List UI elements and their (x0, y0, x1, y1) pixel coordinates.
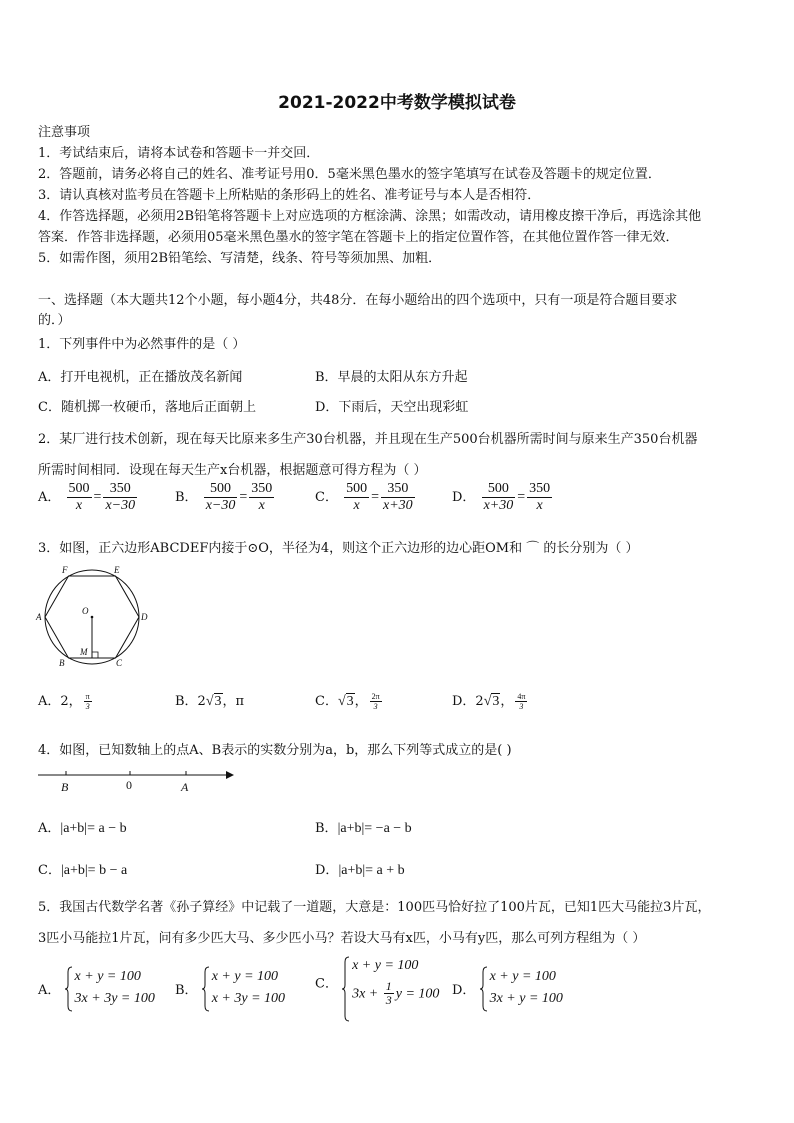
label-zero: 0 (126, 778, 132, 792)
fraction: $\frac{500}{x}$ (346, 481, 368, 514)
q2-option-b: B． $\frac{500}{x-30}$ = $\frac{350}{x}$ (175, 481, 273, 514)
q5-option-c: C． x + y = 100 3x + $\frac{1}{3}$ y = 100 (315, 956, 439, 1008)
q4-stem: 4．如图，已知数轴上的点A、B表示的实数分别为a，b，那么下列等式成立的是( ) (38, 743, 512, 758)
q2-stem-cont: 所需时间相同．设现在每天生产x台机器，根据题意可得方程为（ ） (38, 463, 427, 478)
q4-option-d: D．|a+b|= a + b (315, 863, 405, 878)
fraction: $\frac{\pi}{3}$ (85, 691, 90, 711)
q3-stem: 3．如图，正六边形ABCDEF内接于⊙O，半径为4，则这个正六边形的边心距OM和 ⌒ 的长分别为（ ） (38, 541, 639, 556)
notice-item: 1．考试结束后，请将本试卷和答题卡一并交回． (38, 146, 320, 161)
option-label: B． (175, 490, 198, 506)
section-heading: 一、选择题（本大题共12个小题，每小题4分，共48分．在每小题给出的四个选项中，只有一项是符合题目要求 (38, 293, 678, 308)
label-m: M (80, 647, 88, 657)
label-f: F (62, 565, 68, 575)
q3-option-b: B．2√3，π (175, 694, 245, 709)
label-c: C (116, 658, 123, 668)
fraction: $\frac{350}{x+30}$ (383, 481, 413, 514)
q2-option-c: C． $\frac{500}{x}$ = $\frac{350}{x+30}$ (315, 481, 413, 514)
q1-option-c: C．随机掷一枚硬币，落地后正面朝上 (38, 400, 256, 415)
fraction: $\frac{350}{x-30}$ (105, 481, 136, 514)
page-title: 2021-2022中考数学模拟试卷 (278, 93, 516, 113)
option-label: A． (38, 490, 61, 506)
axis-arrow (226, 771, 234, 779)
notice-item: 答案．作答非选择题，必须用05毫米黑色墨水的签字笔在答题卡上的指定位置作答，在其他位置作答一律无效． (38, 230, 679, 245)
q2-stem: 2．某厂进行技术创新，现在每天比原来多生产30台机器，并且现在生产500台机器所需时间与原来生产350台机器 (38, 432, 698, 447)
label-a: A (36, 612, 42, 622)
fraction: $\frac{500}{x}$ (68, 481, 90, 514)
label-b: B (61, 780, 69, 794)
q1-option-d: D．下雨后，天空出现彩虹 (315, 400, 469, 415)
label-e: E (114, 565, 120, 575)
fraction: $\frac{500}{x+30}$ (483, 481, 514, 514)
q3-option-a: A．2， $\frac{\pi}{3}$ (38, 691, 90, 711)
equation-system: x + y = 100 3x + $\frac{1}{3}$ y = 100 (342, 956, 439, 1008)
equation-system: x + y = 100 3x + y = 100 (480, 966, 563, 1011)
fraction: $\frac{1}{3}$ (385, 978, 392, 1008)
q5-option-d: D． x + y = 100 3x + y = 100 (452, 966, 563, 1011)
notice-item: 2．答题前，请务必将自己的姓名、准考证号用0．5毫米黑色墨水的签字笔填写在试卷及答题卡的规定位置． (38, 167, 661, 182)
option-label: C． (315, 490, 338, 506)
q4-option-c: C．|a+b|= b − a (38, 863, 128, 878)
q1-option-a: A．打开电视机，正在播放茂名新闻 (38, 370, 243, 385)
right-angle-mark (92, 652, 98, 658)
notice-heading: 注意事项 (38, 125, 91, 140)
notice-item: 4．作答选择题，必须用2B铅笔将答题卡上对应选项的方框涂满、涂黑；如需改动，请用橡皮擦干净后，再选涂其他 (38, 209, 702, 224)
center-point (91, 616, 94, 619)
q5-option-b: B． x + y = 100 x + 3y = 100 (175, 966, 285, 1011)
fraction: $\frac{4\pi}{3}$ (517, 691, 526, 711)
q1-stem: 1．下列事件中为必然事件的是（ ） (38, 337, 246, 352)
fraction: $\frac{500}{x-30}$ (205, 481, 236, 514)
q2-option-d: D． $\frac{500}{x+30}$ = $\frac{350}{x}$ (452, 481, 551, 514)
q4-option-b: B．|a+b|= −a − b (315, 821, 412, 836)
q3-option-c: C．√3， $\frac{2\pi}{3}$ (315, 691, 380, 711)
notice-item: 5．如需作图，须用2B铅笔绘、写清楚，线条、符号等须加黑、加粗． (38, 251, 442, 266)
fraction: $\frac{350}{x}$ (529, 481, 551, 514)
notice-item: 3．请认真核对监考员在答题卡上所粘贴的条形码上的姓名、准考证号与本人是否相符． (38, 188, 541, 203)
fraction: $\frac{2\pi}{3}$ (371, 691, 380, 711)
label-a: A (181, 780, 189, 794)
equation-system: x + y = 100 x + 3y = 100 (202, 966, 285, 1011)
q3-option-d: D．2√3， $\frac{4\pi}{3}$ (452, 691, 526, 711)
sqrt: √3 (205, 694, 222, 709)
q2-option-a: A． $\frac{500}{x}$ = $\frac{350}{x-30}$ (38, 481, 136, 514)
hexagon-figure (34, 562, 154, 672)
number-line (36, 765, 236, 797)
sqrt: √3 (483, 694, 500, 709)
label-d: D (141, 612, 148, 622)
label-b: B (59, 658, 65, 668)
fraction: $\frac{350}{x}$ (251, 481, 273, 514)
q5-stem: 5．我国古代数学名著《孙子算经》中记载了一道题，大意是：100匹马恰好拉了100片瓦，已知1匹大马能拉3片瓦， (38, 900, 711, 915)
q1-option-b: B．早晨的太阳从东方升起 (315, 370, 468, 385)
label-o: O (82, 606, 89, 616)
option-label: D． (452, 490, 476, 506)
section-heading-cont: 的．） (38, 313, 71, 328)
equation-system: x + y = 100 3x + 3y = 100 (65, 966, 155, 1011)
sqrt: √3 (337, 694, 354, 709)
q5-stem-cont: 3匹小马能拉1片瓦，问有多少匹大马、多少匹小马？若设大马有x匹，小马有y匹，那么可列方程组为（ ） (38, 931, 646, 946)
q5-option-a: A． x + y = 100 3x + 3y = 100 (38, 966, 155, 1011)
q4-option-a: A．|a+b|= a − b (38, 821, 127, 836)
